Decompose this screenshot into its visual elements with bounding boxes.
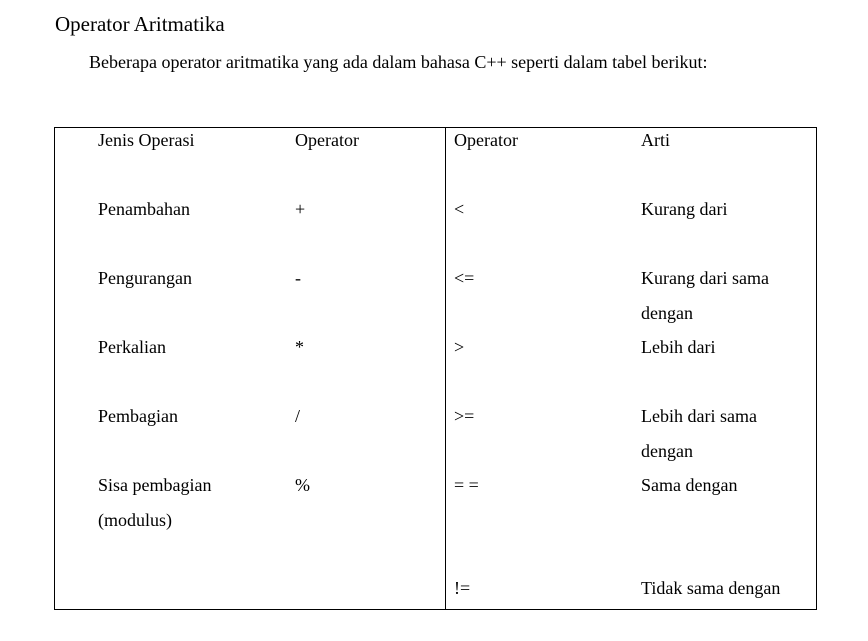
meaning-cell: Sama dengan (641, 475, 738, 495)
comparison-operator-cell: > (454, 337, 465, 357)
comparison-operator-cell: = = (454, 475, 479, 495)
header-meaning: Arti (641, 130, 670, 150)
operation-type-cell: Perkalian (98, 337, 166, 357)
header-operation-type: Jenis Operasi (98, 130, 195, 150)
meaning-cell: Tidak sama dengan (641, 578, 781, 598)
operation-type-cell-continued: (modulus) (98, 510, 172, 530)
comparison-operator-cell: < (454, 199, 465, 219)
arithmetic-operator-cell: * (295, 337, 304, 357)
meaning-cell: Lebih dari (641, 337, 716, 357)
arithmetic-operator-cell: + (295, 199, 306, 219)
comparison-operator-cell: != (454, 578, 471, 598)
comparison-operator-cell: <= (454, 268, 475, 288)
operation-type-cell: Pembagian (98, 406, 178, 426)
meaning-cell: Kurang dari sama (641, 268, 769, 288)
operation-type-cell: Pengurangan (98, 268, 192, 288)
meaning-cell-continued: dengan (641, 441, 693, 461)
header-operator-right: Operator (454, 130, 518, 150)
arithmetic-operator-cell: - (295, 268, 301, 288)
meaning-cell-continued: dengan (641, 303, 693, 323)
intro-paragraph: Beberapa operator aritmatika yang ada dalam bahasa C++ seperti dalam tabel berikut: (89, 52, 708, 72)
meaning-cell: Lebih dari sama (641, 406, 757, 426)
table-column-divider (445, 127, 446, 610)
operation-type-cell: Sisa pembagian (98, 475, 212, 495)
arithmetic-operator-cell: % (295, 475, 310, 495)
operation-type-cell: Penambahan (98, 199, 190, 219)
section-title: Operator Aritmatika (55, 12, 225, 36)
comparison-operator-cell: >= (454, 406, 475, 426)
header-operator-left: Operator (295, 130, 359, 150)
meaning-cell: Kurang dari (641, 199, 728, 219)
arithmetic-operator-cell: / (295, 406, 301, 426)
